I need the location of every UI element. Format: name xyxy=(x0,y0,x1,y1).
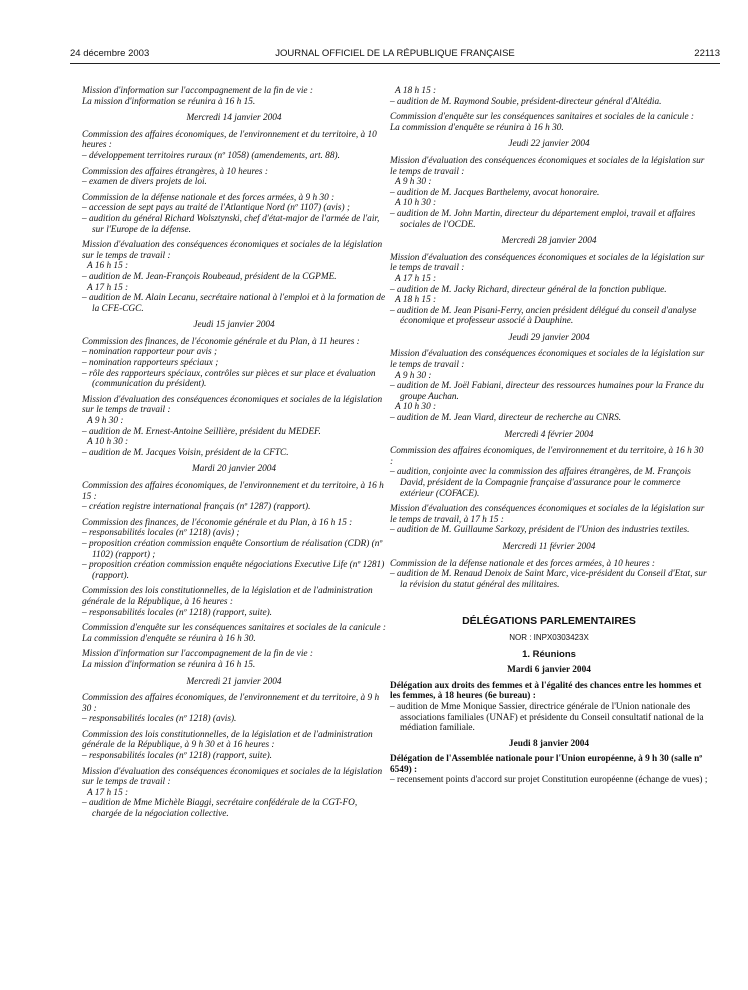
time-label: A 18 h 15 : xyxy=(395,295,437,306)
time-label: A 9 h 30 : xyxy=(395,370,432,381)
agenda-item: – audition de M. Alain Lecanu, secrétaire national à l'emploi et à la formation de la CFE-CGC. xyxy=(82,293,386,314)
agenda-item: – responsabilités locales (nº 1218) (avis) ; xyxy=(82,528,240,539)
paragraph: Mission d'information sur l'accompagnement de la fin de vie : xyxy=(82,86,313,96)
agenda-item: – recensement points d'accord sur projet Constitution européenne (échange de vues) ; xyxy=(390,775,708,786)
agenda-item: – audition de M. Renaud Denoix de Saint Marc, vice-président du Conseil d'Etat, sur la révision du statut général des militaires. xyxy=(390,569,707,590)
agenda-item: – audition du général Richard Wolsztynski, chef d'état-major de l'armée de l'air, sur l'Europe de la défense. xyxy=(82,213,380,235)
paragraph: Mission d'information sur l'accompagnement de la fin de vie : xyxy=(82,649,313,660)
paragraph: La commission d'enquête se réunira à 16 h 30. xyxy=(390,122,564,133)
paragraph: Commission des finances, de l'économie générale et du Plan, à 11 heures : xyxy=(82,336,360,347)
paragraph: Mission d'évaluation des conséquences économiques et sociales de la législation sur le temps de travail : xyxy=(390,349,705,371)
paragraph: Commission des finances, de l'économie générale et du Plan, à 16 h 15 : xyxy=(82,517,353,528)
agenda-item: – nomination rapporteur pour avis ; xyxy=(82,347,218,358)
paragraph: Mission d'évaluation des conséquences économiques et sociales de la législation sur le temps de travail : xyxy=(82,766,383,788)
header-rule xyxy=(70,63,720,64)
subsection-title: 1. Réunions xyxy=(522,648,576,660)
time-label: A 9 h 30 : xyxy=(395,177,432,188)
paragraph: Mission d'évaluation des conséquences économiques et sociales de la législation sur le temps de travail : xyxy=(390,252,705,274)
paragraph: Commission de la défense nationale et des forces armées, à 10 heures : xyxy=(390,558,656,569)
date-heading: Mercredi 14 janvier 2004 xyxy=(186,113,282,124)
agenda-item: – audition de M. Jacques Barthelemy, avocat honoraire. xyxy=(390,187,600,198)
date-heading: Mardi 20 janvier 2004 xyxy=(191,464,277,475)
paragraph: Commission de la défense nationale et des forces armées, à 9 h 30 : xyxy=(82,192,335,203)
time-label: A 16 h 15 : xyxy=(87,261,129,272)
agenda-item: – audition de M. Jean Viard, directeur de recherche au CNRS. xyxy=(390,413,622,424)
agenda-item: – développement territoires ruraux (nº 1058) (amendements, art. 88). xyxy=(82,150,340,161)
paragraph: La mission d'information se réunira à 16 h 15. xyxy=(82,659,256,670)
paragraph: Commission des affaires étrangères, à 10 heures : xyxy=(82,166,268,177)
date-heading: Mercredi 21 janvier 2004 xyxy=(186,676,282,687)
date-heading: Mercredi 11 février 2004 xyxy=(502,541,596,552)
paragraph: Mission d'évaluation des conséquences économiques et sociales de la législation sur le temps de travail : xyxy=(390,155,705,177)
agenda-item: – audition de M. Jean-François Roubeaud, président de la CGPME. xyxy=(82,271,337,282)
nor-reference: NOR : INPX0303423X xyxy=(509,632,589,642)
agenda-item: – création registre international français (nº 1287) (rapport). xyxy=(82,502,311,513)
time-label: A 17 h 15 : xyxy=(87,787,129,798)
header-page-number: 22113 xyxy=(694,48,720,59)
header-date: 24 décembre 2003 xyxy=(70,48,150,59)
time-label: A 17 h 15 : xyxy=(87,282,129,293)
agenda-item: – nomination rapporteurs spéciaux ; xyxy=(82,358,219,369)
date-heading: Jeudi 22 janvier 2004 xyxy=(508,139,590,150)
date-heading: Jeudi 15 janvier 2004 xyxy=(193,320,275,331)
paragraph: Mission d'évaluation des conséquences économiques et sociales de la législation sur le temps de travail : xyxy=(82,394,383,416)
time-label: A 18 h 15 : xyxy=(395,86,437,96)
agenda-item: – accession de sept pays au traité de l'Atlantique Nord (nº 1107) (avis) ; xyxy=(82,203,350,214)
date-heading: Jeudi 29 janvier 2004 xyxy=(508,332,590,343)
agenda-item: – responsabilités locales (nº 1218) (rapport, suite). xyxy=(82,751,273,762)
paragraph: Commission des affaires économiques, de l'environnement et du territoire, à 9 h 30 : xyxy=(82,693,380,714)
paragraph: Commission des affaires économiques, de l'environnement et du territoire, à 16 h 15 : xyxy=(82,481,384,502)
date-heading: Mardi 6 janvier 2004 xyxy=(507,665,591,676)
paragraph: Commission des affaires économiques, de l'environnement et du territoire, à 16 h 30 : xyxy=(390,446,704,467)
paragraph: La mission d'information se réunira à 16 h 15. xyxy=(82,96,256,107)
agenda-item: – audition de M. Joël Fabiani, directeur des ressources humaines pour la France du groupe Auchan. xyxy=(390,381,704,402)
agenda-item: – audition de M. John Martin, directeur du département emploi, travail et affaires sociales de l'OCDE. xyxy=(390,208,696,230)
left-column xyxy=(82,86,386,820)
section-title: DÉLÉGATIONS PARLEMENTAIRES xyxy=(462,615,636,628)
agenda-item: – audition de M. Jean Pisani-Ferry, ancien président délégué du conseil d'analyse économique et professeur associé à Dauphine. xyxy=(390,305,697,327)
paragraph: Commission d'enquête sur les conséquences sanitaires et sociales de la canicule : xyxy=(82,623,386,634)
agenda-item: – proposition création commission enquête Consortium de réalisation (CDR) (nº 1102) (rapport) ; xyxy=(82,538,383,560)
date-heading: Mercredi 4 février 2004 xyxy=(504,429,594,440)
time-label: A 10 h 30 : xyxy=(395,402,437,413)
agenda-item: – audition de M. Guillaume Sarkozy, président de l'Union des industries textiles. xyxy=(390,525,690,536)
paragraph: Commission des affaires économiques, de l'environnement et du territoire, à 10 heures : xyxy=(82,129,377,151)
paragraph: Mission d'évaluation des conséquences économiques et sociales de la législation sur le temps de travail : xyxy=(82,240,383,261)
delegation-heading: Délégation aux droits des femmes et à l'égalité des chances entre les hommes et les femmes, à 18 heures (6e bureau) : xyxy=(390,680,702,702)
paragraph: Commission des lois constitutionnelles, de la législation et de l'administration générale de la République, à 16 heures : xyxy=(82,586,373,607)
right-column xyxy=(390,86,708,786)
date-heading: Jeudi 8 janvier 2004 xyxy=(508,738,590,749)
agenda-item: – audition, conjointe avec la commission des affaires étrangères, de M. François David, président de la Compagnie française d'assurance pour le commerce extérieur (COFACE). xyxy=(390,467,691,499)
spacer xyxy=(390,590,708,612)
agenda-item: – responsabilités locales (nº 1218) (avis). xyxy=(82,714,237,725)
agenda-item: – audition de Mme Michèle Biaggi, secrétaire confédérale de la CGT-FO, chargée de la négociation collective. xyxy=(82,798,358,820)
time-label: A 9 h 30 : xyxy=(87,416,124,427)
paragraph: Commission des lois constitutionnelles, de la législation et de l'administration générale de la République, à 9 h 30 et à 16 heures : xyxy=(82,729,373,751)
paragraph: Mission d'évaluation des conséquences économiques et sociales de la législation sur le temps de travail, à 17 h 15 : xyxy=(390,504,705,525)
page-header xyxy=(70,48,720,62)
agenda-item: – audition de M. Raymond Soubie, président-directeur général d'Altédia. xyxy=(390,96,662,107)
date-heading: Mercredi 28 janvier 2004 xyxy=(501,236,597,247)
time-label: A 10 h 30 : xyxy=(395,198,437,209)
agenda-item: – examen de divers projets de loi. xyxy=(82,177,207,188)
agenda-item: – responsabilités locales (nº 1218) (rapport, suite). xyxy=(82,607,273,618)
paragraph: La commission d'enquête se réunira à 16 h 30. xyxy=(82,633,256,644)
agenda-item: – audition de M. Jacky Richard, directeur général de la fonction publique. xyxy=(390,284,667,295)
agenda-item: – audition de Mme Monique Sassier, directrice générale de l'Union nationale des associations familiales (UNAF) et présidente du Conseil consultatif national de la médiation familiale. xyxy=(390,701,704,734)
agenda-item: – audition de M. Jacques Voisin, président de la CFTC. xyxy=(82,447,289,458)
agenda-item: – audition de M. Ernest-Antoine Seillière, président du MEDEF. xyxy=(82,426,321,437)
agenda-item: – rôle des rapporteurs spéciaux, contrôles sur pièces et sur place et évaluation (communication du président). xyxy=(82,368,376,390)
paragraph: Commission d'enquête sur les conséquences sanitaires et sociales de la canicule : xyxy=(390,112,694,123)
delegation-heading: Délégation de l'Assemblée nationale pour l'Union européenne, à 9 h 30 (salle nº 6549) : xyxy=(390,754,703,775)
header-title: JOURNAL OFFICIEL DE LA RÉPUBLIQUE FRANÇAISE xyxy=(275,48,515,59)
time-label: A 17 h 15 : xyxy=(395,273,437,284)
agenda-item: – proposition création commission enquête négociations Executive Life (nº 1281) (rapport). xyxy=(82,560,385,581)
time-label: A 10 h 30 : xyxy=(87,437,129,448)
